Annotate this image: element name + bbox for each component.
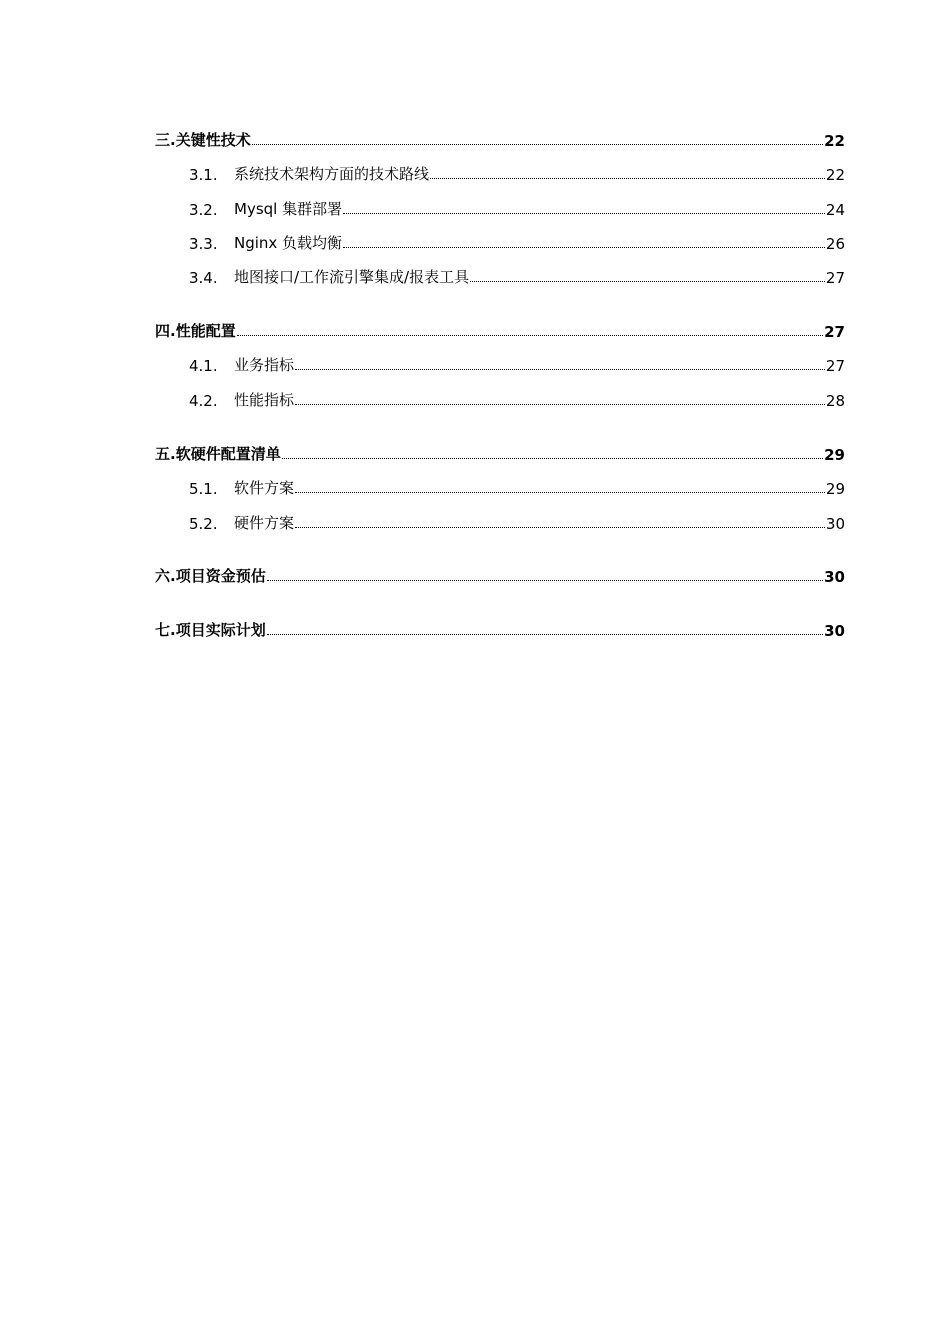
toc-entry-section-3-4[interactable] bbox=[155, 263, 845, 287]
toc-entry-page: 28 bbox=[825, 392, 845, 410]
toc-entry-number: 七. bbox=[155, 621, 176, 639]
toc-entry-section-4-1[interactable] bbox=[155, 351, 845, 375]
toc-entry-section-5-2[interactable] bbox=[155, 509, 845, 533]
toc-entry-page: 26 bbox=[825, 235, 845, 253]
toc-entry-page: 29 bbox=[825, 480, 845, 498]
toc-entry-page: 30 bbox=[824, 568, 845, 586]
toc-entry-number: 3.1. bbox=[189, 166, 218, 184]
toc-entry-title: 关键性技术 bbox=[175, 131, 251, 149]
toc-entry-page: 24 bbox=[825, 201, 845, 219]
toc-leader-dots bbox=[267, 580, 823, 581]
toc-entry-chapter-7[interactable] bbox=[155, 616, 845, 640]
toc-entry-number: 五. bbox=[155, 445, 176, 463]
toc-leader-dots bbox=[282, 458, 823, 459]
toc-entry-page: 22 bbox=[824, 132, 845, 150]
toc-leader-dots bbox=[267, 634, 823, 635]
toc-entry-chapter-6[interactable] bbox=[155, 562, 845, 586]
toc-leader-dots bbox=[343, 213, 825, 214]
toc-entry-section-3-2[interactable] bbox=[155, 195, 845, 219]
toc-entry-number: 4.2. bbox=[189, 392, 218, 410]
toc-entry-title: 性能配置 bbox=[175, 322, 236, 340]
toc-entry-page: 29 bbox=[824, 446, 845, 464]
toc-entry-page: 22 bbox=[825, 166, 845, 184]
toc-entry-number: 5.2. bbox=[189, 515, 218, 533]
toc-entry-title: 软硬件配置清单 bbox=[175, 445, 281, 463]
toc-entry-title: 地图接口/工作流引擎集成/报表工具 bbox=[234, 268, 470, 286]
toc-entry-page: 27 bbox=[825, 357, 845, 375]
toc-entry-title: 性能指标 bbox=[234, 391, 295, 409]
toc-entry-chapter-5[interactable] bbox=[155, 440, 845, 464]
toc-leader-dots bbox=[430, 178, 825, 179]
toc-entry-number: 5.1. bbox=[189, 480, 218, 498]
toc-entry-number: 四. bbox=[155, 322, 176, 340]
toc-entry-number: 3.3. bbox=[189, 235, 218, 253]
toc-leader-dots bbox=[252, 144, 823, 145]
toc-entry-page: 30 bbox=[825, 515, 845, 533]
toc-entry-chapter-4[interactable] bbox=[155, 317, 845, 341]
toc-entry-title: 硬件方案 bbox=[234, 514, 295, 532]
toc-entry-title: Nginx 负载均衡 bbox=[234, 234, 343, 252]
toc-leader-dots bbox=[295, 369, 825, 370]
toc-entry-title: 业务指标 bbox=[234, 356, 295, 374]
toc-entry-number: 3.4. bbox=[189, 269, 218, 287]
toc-entry-chapter-3[interactable] bbox=[155, 126, 845, 150]
toc-entry-title: Mysql 集群部署 bbox=[234, 200, 343, 218]
toc-leader-dots bbox=[470, 281, 825, 282]
toc-entry-title: 项目资金预估 bbox=[175, 567, 266, 585]
toc-entry-page: 27 bbox=[824, 323, 845, 341]
toc-entry-section-5-1[interactable] bbox=[155, 474, 845, 498]
toc-entry-page: 30 bbox=[824, 622, 845, 640]
toc-entry-section-4-2[interactable] bbox=[155, 386, 845, 410]
toc-leader-dots bbox=[343, 247, 825, 248]
toc-leader-dots bbox=[295, 527, 825, 528]
toc-leader-dots bbox=[237, 335, 823, 336]
toc-entry-number: 三. bbox=[155, 131, 176, 149]
toc-entry-number: 3.2. bbox=[189, 201, 218, 219]
toc-entry-number: 六. bbox=[155, 567, 176, 585]
toc-leader-dots bbox=[295, 404, 825, 405]
toc-entry-page: 27 bbox=[825, 269, 845, 287]
toc-leader-dots bbox=[295, 492, 825, 493]
toc-entry-title: 软件方案 bbox=[234, 479, 295, 497]
toc-entry-title: 系统技术架构方面的技术路线 bbox=[234, 165, 430, 183]
toc-entry-section-3-1[interactable] bbox=[155, 160, 845, 184]
toc-entry-title: 项目实际计划 bbox=[175, 621, 266, 639]
toc-entry-number: 4.1. bbox=[189, 357, 218, 375]
toc-entry-section-3-3[interactable] bbox=[155, 229, 845, 253]
